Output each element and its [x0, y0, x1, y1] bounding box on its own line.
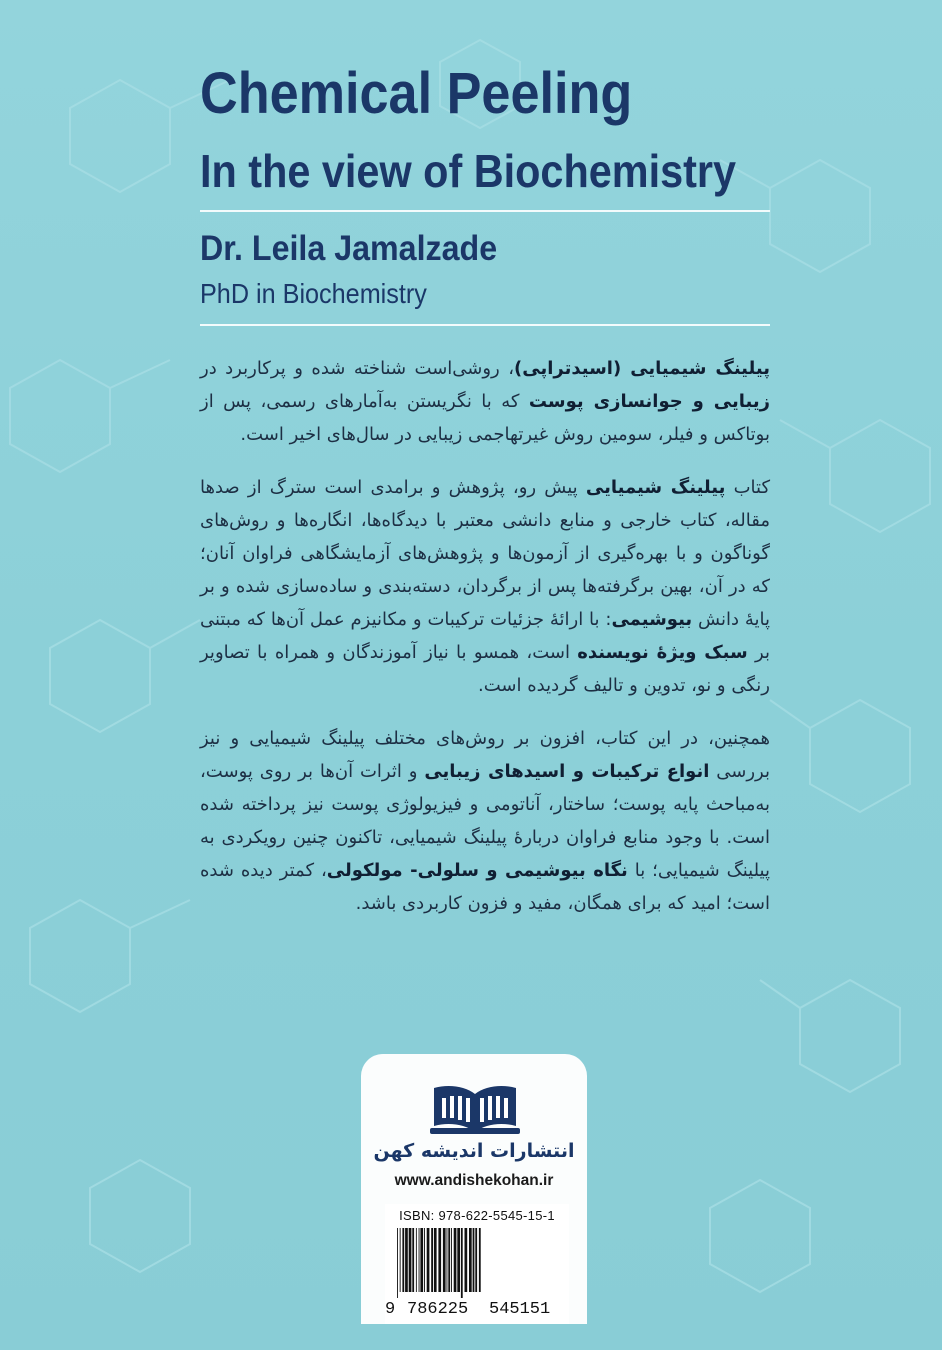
barcode-bar [409, 1228, 412, 1292]
barcode-bar [434, 1228, 437, 1292]
barcode-bar [475, 1228, 477, 1292]
barcode-bar [431, 1228, 433, 1292]
barcode-bar [405, 1228, 408, 1292]
divider [200, 210, 770, 212]
barcode-bar [465, 1228, 468, 1292]
description-paragraph: پیلینگ شیمیایی (اسیدتراپی)، روشی‌است شناخته شده و پرکاربرد در زیبایی و جوانسازی پوست که با نگریستن به‌آمارهای رسمی، پس از بوتاکس و فیلر، سومین روش غیرتهاجمی زیبایی در سال‌های اخیر است. [200, 358, 771, 445]
barcode-bar [451, 1228, 452, 1292]
barcode-bar [473, 1228, 475, 1292]
barcode-bar [427, 1228, 430, 1292]
description-paragraph: کتاب پیلینگ شیمیایی پیش رو، پژوهش و برامدی است سترگ از صدها مقاله، کتاب خارجی و منابع دانشی معتبر با دیدگاه‌ها، انگاره‌ها و روش‌های گوناگون و با بهره‌گیری از آزمون‌ها و پژوهش‌های آزمایشگاهی فراوان آنان؛ که در آن، بهین برگرفته‌ها پس از برگردان، دسته‌بندی و ساده‌سازی شده و بر پایهٔ دانش بیوشیمی: با ارائهٔ جزئیات ترکیبات و مکانیزم عمل آن‌ها که مبتنی بر سبک ویژهٔ نویسنده است، همسو با نیاز آموزندگان و همراه با تصاویر رنگی و نو، تدوین و تالیف گردیده است. [200, 477, 771, 696]
barcode-bar [419, 1228, 420, 1292]
barcode-bar [461, 1228, 463, 1298]
barcode-bar [443, 1228, 446, 1292]
barcode-bar [397, 1228, 398, 1298]
publisher-website: www.andishekohan.ir [394, 1172, 554, 1189]
barcode-bar [447, 1228, 448, 1292]
book-description [200, 352, 770, 940]
open-book-icon [430, 1080, 520, 1138]
book-subtitle: In the view of Biochemistry [200, 145, 737, 197]
barcode-bar [457, 1228, 460, 1292]
book-title: Chemical Peeling [200, 61, 633, 126]
barcode-bar [412, 1228, 414, 1292]
author-degree: PhD in Biochemistry [200, 278, 427, 309]
barcode-bar [454, 1228, 457, 1292]
barcode [385, 1204, 569, 1324]
barcode-bar [416, 1228, 417, 1292]
barcode-bars [395, 1228, 561, 1298]
publisher-name: انتشارات اندیشه کهن [373, 1140, 575, 1162]
barcode-bar [469, 1228, 472, 1292]
barcode-bar [400, 1228, 401, 1292]
description-paragraph: همچنین، در این کتاب، افزون بر روش‌های مختلف پیلینگ شیمیایی و نیز بررسی انواع ترکیبات و اسیدهای زیبایی و اثرات آن‌ها بر روی پوست، به‌مباحث پایه پوست؛ ساختار، آناتومی و فیزیولوژی پوست نیز پرداخته شده است. با وجود منابع فراوان دربارهٔ پیلینگ شیمیایی، تاکنون چنین رویکردی به پیلینگ شیمیایی؛ با نگاه بیوشیمی و سلولی- مولکولی، کمتر دیده شده است؛ امید که برای همگان، مفید و فزون کاربردی باشد. [200, 728, 771, 914]
barcode-bar [438, 1228, 441, 1292]
barcode-bar [424, 1228, 425, 1292]
divider [200, 324, 770, 326]
publisher-panel [361, 1054, 587, 1324]
author-name: Dr. Leila Jamalzade [200, 229, 498, 268]
barcode-bar [448, 1228, 450, 1292]
barcode-digit-group: 9 [385, 1300, 396, 1319]
barcode-bar [402, 1228, 404, 1292]
barcode-bar [479, 1228, 481, 1292]
isbn-label: ISBN: 978-622-5545-15-1 [399, 1208, 555, 1223]
barcode-digit-group: 786225 [407, 1300, 469, 1319]
barcode-bar [420, 1228, 423, 1292]
barcode-digit-group: 545151 [489, 1300, 551, 1319]
